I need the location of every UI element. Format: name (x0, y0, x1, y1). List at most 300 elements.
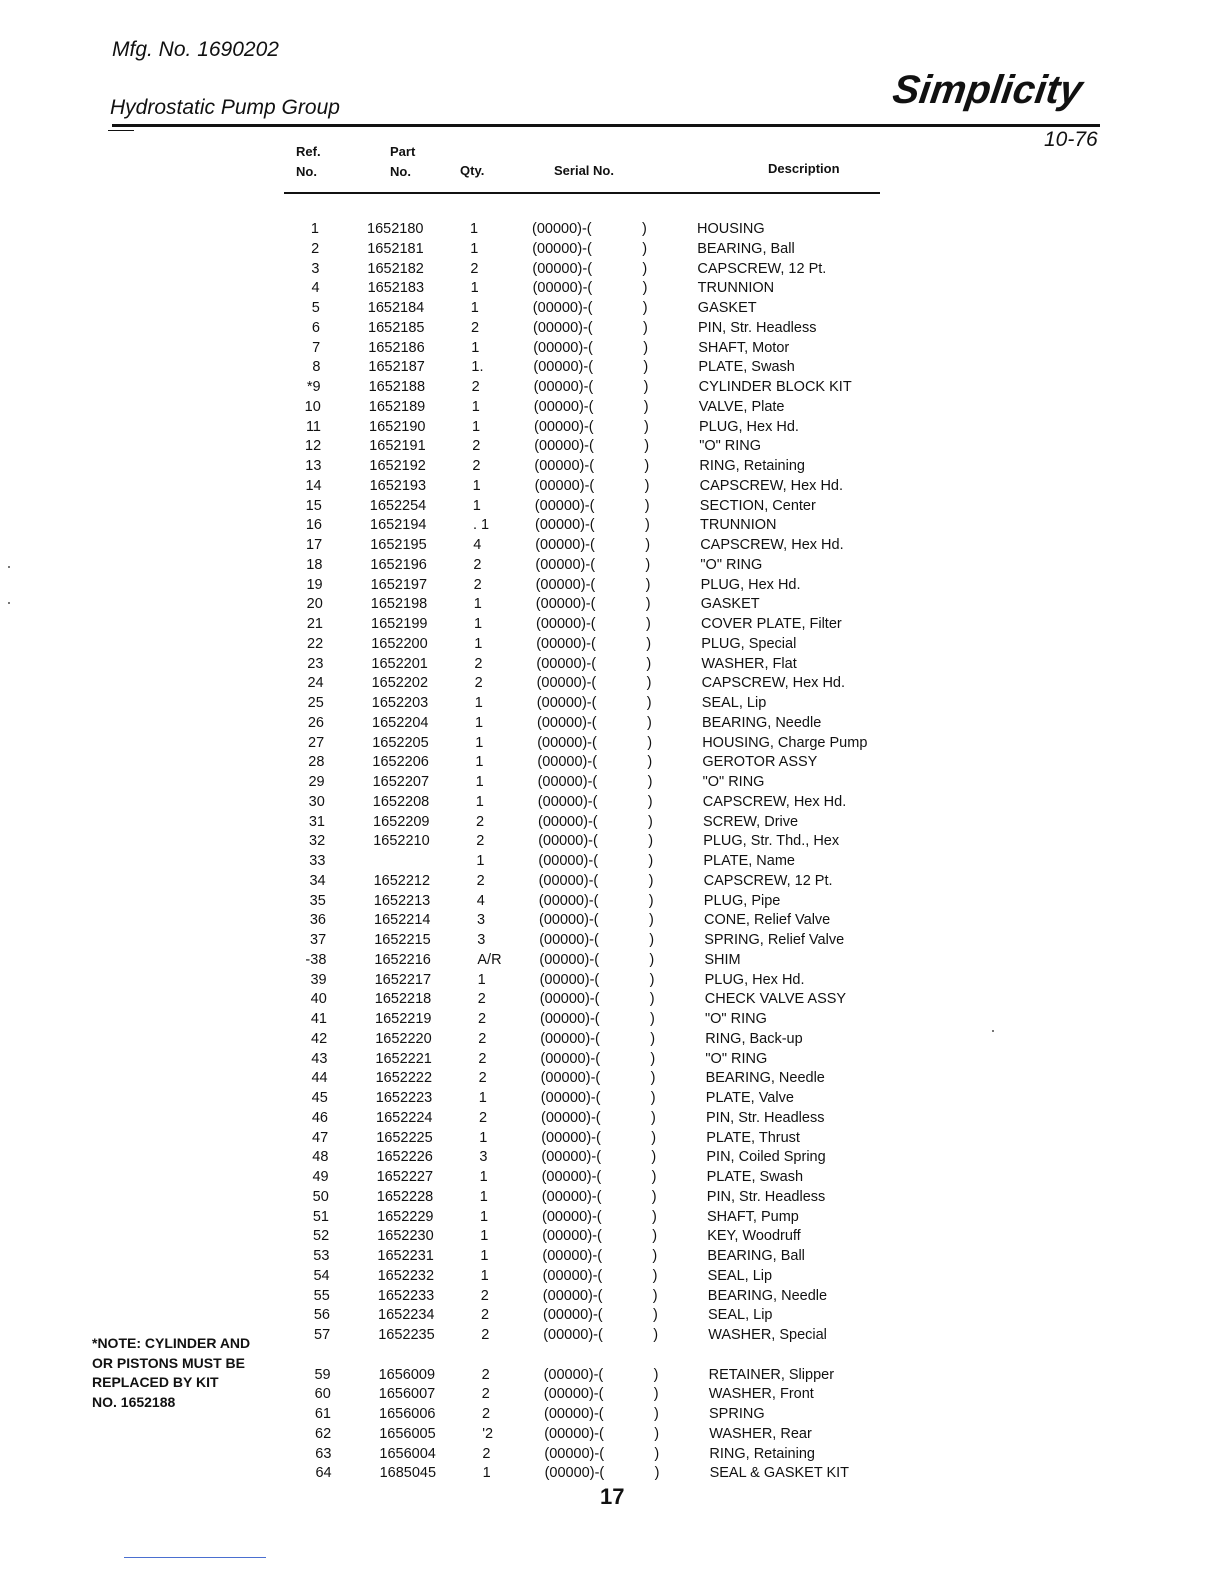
part-description: KEY, Woodruff (707, 1228, 801, 1245)
serial-number: (00000)-( (544, 1465, 605, 1482)
ref-number: 27 (308, 734, 325, 751)
note-line: OR PISTONS MUST BE (92, 1354, 245, 1371)
serial-number: (00000)-( (535, 556, 596, 573)
ref-number: 40 (310, 991, 327, 1008)
quantity: 2 (481, 1366, 490, 1383)
part-number: 1652193 (369, 477, 427, 494)
part-description: TRUNNION (697, 280, 775, 297)
part-description: HOUSING, Charge Pump (702, 734, 868, 751)
serial-bracket: ) (652, 1267, 658, 1284)
table-row (0, 219, 1224, 239)
serial-number: (00000)-( (532, 240, 592, 257)
serial-number: (00000)-( (534, 477, 595, 494)
part-number: 1652204 (372, 714, 429, 731)
part-number: 1652200 (371, 635, 428, 652)
table-row (0, 950, 1224, 970)
serial-bracket: ) (651, 1129, 657, 1146)
ref-number: 3 (311, 260, 320, 277)
serial-bracket: ) (653, 1327, 659, 1343)
ref-number: 5 (311, 300, 320, 316)
serial-bracket: ) (644, 477, 650, 494)
serial-number: (00000)-( (535, 596, 596, 613)
part-description: COVER PLATE, Filter (701, 616, 842, 632)
quantity: 1 (473, 596, 482, 613)
serial-number: (00000)-( (533, 398, 594, 415)
scan-speck (8, 566, 10, 568)
ref-number: 29 (308, 774, 325, 790)
serial-number: (00000)-( (536, 655, 597, 672)
ref-number: 26 (307, 714, 324, 731)
serial-bracket: ) (645, 537, 651, 553)
part-description: SEAL, Lip (708, 1307, 773, 1324)
part-number: 1652196 (370, 556, 427, 573)
serial-number: (00000)-( (537, 774, 598, 790)
serial-bracket: ) (652, 1228, 658, 1245)
part-number: 1652223 (375, 1090, 433, 1106)
part-number: 1652201 (371, 655, 428, 672)
serial-bracket: ) (644, 497, 650, 514)
table-row (0, 338, 1224, 358)
ref-number: 62 (315, 1425, 332, 1442)
serial-number: (00000)-( (533, 359, 594, 376)
part-description: RETAINER, Slipper (708, 1366, 835, 1383)
serial-bracket: ) (643, 379, 649, 395)
serial-bracket: ) (645, 596, 651, 613)
table-row (0, 930, 1224, 950)
ref-number: 34 (309, 872, 326, 889)
serial-number: (00000)-( (535, 576, 596, 593)
part-number: 1652191 (369, 438, 426, 455)
serial-bracket: ) (648, 833, 654, 850)
table-row (0, 1424, 1224, 1444)
part-number: 1652230 (377, 1228, 434, 1245)
serial-number: (00000)-( (535, 537, 595, 553)
ref-number: 13 (305, 458, 322, 474)
serial-bracket: ) (647, 793, 653, 810)
serial-bracket: ) (644, 418, 649, 435)
serial-bracket: ) (647, 734, 653, 751)
table-row (0, 1049, 1224, 1069)
serial-number: (00000)-( (539, 932, 599, 948)
table-row (0, 851, 1224, 871)
serial-number: (00000)-( (533, 319, 593, 336)
serial-bracket: ) (647, 774, 653, 790)
serial-number: (00000)-( (538, 853, 599, 869)
serial-bracket: ) (646, 635, 652, 652)
quantity: 2 (482, 1406, 491, 1422)
table-row (0, 357, 1224, 377)
part-number: 1656004 (379, 1445, 436, 1462)
part-number: 1652218 (374, 991, 432, 1008)
table-row (0, 1068, 1224, 1088)
quantity: 1 (475, 754, 484, 771)
table-row (0, 693, 1224, 713)
part-description: BEARING, Needle (707, 1287, 828, 1304)
serial-bracket: ) (650, 1050, 656, 1067)
ref-number: 49 (312, 1169, 329, 1185)
quantity: 1 (475, 793, 484, 810)
part-number: 1652195 (370, 537, 427, 553)
serial-bracket: ) (643, 319, 648, 336)
table-row (0, 1108, 1224, 1128)
part-description: SPRING (709, 1406, 765, 1422)
ref-number: 14 (305, 477, 322, 494)
part-number: 1652254 (369, 497, 427, 514)
table-row (0, 1088, 1224, 1108)
part-number: 1656007 (378, 1386, 436, 1403)
serial-number: (00000)-( (537, 714, 597, 731)
part-number: 1685045 (379, 1465, 437, 1482)
serial-number: (00000)-( (537, 734, 597, 751)
serial-bracket: ) (649, 991, 655, 1008)
ref-number: 7 (312, 339, 321, 356)
quantity: 1 (470, 300, 479, 316)
serial-bracket: ) (651, 1188, 657, 1205)
part-description: SHAFT, Pump (707, 1208, 799, 1225)
serial-bracket: ) (645, 517, 650, 534)
serial-bracket: ) (649, 932, 655, 948)
part-description: PIN, Coiled Spring (706, 1149, 826, 1166)
part-description: CONE, Relief Valve (704, 912, 831, 929)
part-description: PIN, Str. Headless (706, 1188, 826, 1205)
serial-bracket: ) (648, 853, 654, 869)
group-title: Hydrostatic Pump Group (110, 96, 340, 119)
serial-number: (00000)-( (534, 438, 594, 455)
serial-bracket: ) (648, 892, 654, 909)
ref-number: 1 (310, 221, 319, 237)
part-number: 1652215 (374, 932, 431, 948)
serial-bracket: ) (642, 280, 648, 297)
quantity: 1. (471, 359, 484, 376)
serial-bracket: ) (653, 1366, 659, 1383)
header-rule-thin (108, 130, 134, 131)
col-part-line2: No. (390, 164, 411, 179)
header-rule (112, 124, 1100, 127)
quantity: 2 (478, 1011, 487, 1027)
quantity: 2 (473, 556, 482, 573)
brand-logo: Simplicity (889, 68, 1086, 112)
serial-number: (00000)-( (539, 912, 599, 929)
serial-bracket: ) (644, 438, 650, 455)
part-description: SHIM (704, 951, 741, 968)
serial-number: (00000)-( (542, 1287, 603, 1304)
part-description: WASHER, Rear (709, 1425, 812, 1442)
part-number: 1652209 (373, 813, 430, 830)
table-row (0, 1463, 1224, 1483)
table-row (0, 1187, 1224, 1207)
serial-number: (00000)-( (542, 1208, 602, 1225)
ref-number: 51 (312, 1208, 329, 1225)
serial-number: (00000)-( (544, 1406, 604, 1422)
part-description: SEAL, Lip (701, 695, 767, 711)
note-line: NO. 1652188 (92, 1393, 176, 1410)
ref-number: 24 (307, 675, 324, 692)
part-number: 1652221 (375, 1050, 432, 1067)
ref-number: 60 (314, 1386, 331, 1403)
ref-number: -38 (305, 951, 327, 968)
quantity: 1 (474, 616, 483, 632)
serial-number: (00000)-( (540, 1070, 601, 1087)
kit-note (92, 1334, 312, 1412)
quantity: 1 (480, 1208, 489, 1225)
ref-number: 55 (313, 1287, 330, 1304)
scan-speck (992, 1030, 994, 1032)
ref-number: 2 (311, 240, 320, 257)
ref-number: 57 (314, 1327, 331, 1343)
part-number: 1652217 (374, 971, 432, 988)
table-row (0, 436, 1224, 456)
table-row (0, 654, 1224, 674)
quantity: 2 (482, 1445, 491, 1462)
part-number: 1652207 (372, 774, 430, 790)
table-row (0, 891, 1224, 911)
table-row (0, 1226, 1224, 1246)
quantity: 1 (480, 1248, 489, 1264)
table-row (0, 515, 1224, 535)
serial-number: (00000)-( (532, 280, 593, 297)
part-description: RING, Retaining (709, 1445, 815, 1462)
part-description: BEARING, Ball (697, 240, 795, 257)
part-description: PLUG, Special (701, 635, 797, 652)
part-description: GASKET (697, 300, 757, 316)
ref-number: 61 (314, 1406, 331, 1422)
part-number: 1652214 (374, 912, 431, 929)
table-row (0, 910, 1224, 930)
mfg-number: Mfg. No. 1690202 (112, 38, 279, 61)
serial-number: (00000)-( (536, 635, 596, 652)
part-number: 1652202 (371, 675, 429, 692)
quantity: . 1 (473, 517, 490, 534)
ref-number: 18 (306, 556, 323, 573)
part-description: TRUNNION (700, 517, 777, 534)
part-number: 1652203 (371, 695, 429, 711)
quantity: 2 (476, 833, 485, 850)
table-row (0, 1167, 1224, 1187)
part-description: CAPSCREW, 12 Pt. (697, 260, 827, 277)
part-description: "O" RING (700, 556, 763, 573)
ref-number: 45 (311, 1090, 328, 1106)
quantity: 1 (470, 240, 479, 257)
part-description: CAPSCREW, Hex Hd. (702, 793, 847, 810)
part-description: CHECK VALVE ASSY (704, 991, 847, 1008)
serial-bracket: ) (652, 1208, 657, 1225)
part-number: 1652216 (374, 951, 431, 968)
serial-bracket: ) (653, 1386, 659, 1403)
part-description: WASHER, Flat (701, 655, 797, 672)
serial-bracket: ) (642, 260, 648, 277)
quantity: 2 (474, 655, 483, 672)
serial-number: (00000)-( (534, 497, 595, 514)
part-number: 1652183 (367, 280, 425, 297)
part-number: 1652190 (369, 418, 426, 435)
serial-bracket: ) (654, 1406, 659, 1422)
quantity: 1 (474, 695, 483, 711)
serial-bracket: ) (651, 1109, 656, 1126)
part-number: 1652225 (376, 1129, 433, 1146)
serial-bracket: ) (648, 872, 654, 889)
quantity: 1 (475, 774, 484, 790)
quantity: 1 (476, 853, 485, 869)
serial-number: (00000)-( (538, 833, 598, 850)
part-description: PLUG, Hex Hd. (700, 576, 801, 593)
serial-number: (00000)-( (542, 1267, 603, 1284)
part-number: 1652222 (375, 1070, 433, 1087)
table-row (0, 634, 1224, 654)
serial-bracket: ) (649, 912, 654, 929)
ref-number: 12 (305, 438, 322, 455)
part-number: 1652180 (367, 221, 424, 237)
quantity: 1 (472, 477, 481, 494)
quantity: 1 (482, 1465, 491, 1482)
part-number: 1652208 (372, 793, 430, 810)
serial-number: (00000)-( (536, 675, 597, 692)
table-row (0, 535, 1224, 555)
page-number: 17 (600, 1484, 625, 1509)
table-row (0, 575, 1224, 595)
column-header-rule (284, 192, 880, 194)
table-row (0, 989, 1224, 1009)
serial-number: (00000)-( (532, 300, 593, 316)
serial-number: (00000)-( (543, 1307, 603, 1324)
serial-bracket: ) (649, 951, 655, 968)
col-ref-line1: Ref. (296, 144, 321, 159)
serial-bracket: ) (646, 675, 652, 692)
ref-number: 20 (306, 596, 323, 613)
quantity: 1 (471, 339, 480, 356)
serial-bracket: ) (644, 458, 650, 474)
serial-number: (00000)-( (539, 951, 600, 968)
quantity: 2 (478, 1030, 487, 1047)
col-serial-header: Serial No. (554, 163, 614, 178)
table-row (0, 733, 1224, 753)
part-description: RING, Retaining (699, 458, 805, 474)
quantity: 2 (472, 458, 481, 474)
part-description: CAPSCREW, 12 Pt. (703, 872, 833, 889)
note-line: *NOTE: CYLINDER AND (92, 1335, 251, 1351)
serial-number: (00000)-( (544, 1445, 605, 1462)
part-description: PLATE, Swash (698, 359, 795, 376)
table-row (0, 397, 1224, 417)
ref-number: 25 (307, 695, 324, 711)
ref-number: 21 (306, 616, 323, 632)
bottom-link-line (124, 1557, 266, 1558)
quantity: 2 (474, 675, 483, 692)
part-number: 1652186 (368, 339, 425, 356)
part-description: PLATE, Name (703, 853, 795, 869)
table-row (0, 772, 1224, 792)
serial-bracket: ) (653, 1307, 658, 1324)
table-row (0, 812, 1224, 832)
part-number: 1652212 (373, 872, 431, 889)
part-number: 1652233 (377, 1287, 435, 1304)
serial-number: (00000)-( (540, 1090, 601, 1106)
ref-number: 37 (310, 932, 327, 948)
quantity: 1 (472, 497, 481, 514)
table-row (0, 792, 1224, 812)
ref-number: 36 (309, 912, 326, 929)
table-row (0, 496, 1224, 516)
serial-bracket: ) (643, 398, 649, 415)
serial-bracket: ) (652, 1287, 658, 1304)
table-row (0, 417, 1224, 437)
ref-number: 6 (311, 319, 320, 336)
part-description: PLATE, Swash (706, 1169, 804, 1185)
quantity: 2 (481, 1327, 490, 1343)
part-description: SHAFT, Motor (698, 339, 790, 356)
ref-number: 53 (313, 1248, 330, 1264)
serial-number: (00000)-( (541, 1109, 601, 1126)
table-row (0, 594, 1224, 614)
table-row (0, 476, 1224, 496)
table-row (0, 298, 1224, 318)
scan-speck (8, 602, 10, 604)
table-row (0, 831, 1224, 851)
quantity: A/R (477, 951, 502, 968)
part-number: 1652206 (372, 754, 429, 771)
part-description: BEARING, Ball (707, 1248, 805, 1264)
part-description: GEROTOR ASSY (702, 754, 818, 771)
ref-number: 47 (312, 1129, 329, 1146)
part-number: 1652197 (370, 576, 428, 593)
table-row (0, 278, 1224, 298)
part-description: "O" RING (699, 438, 762, 455)
quantity: 1 (480, 1267, 489, 1284)
serial-number: (00000)-( (536, 695, 597, 711)
quantity: 3 (477, 932, 486, 948)
serial-number: (00000)-( (542, 1228, 602, 1245)
serial-number: (00000)-( (538, 892, 599, 909)
part-number: 1652184 (367, 300, 425, 316)
quantity: 1 (470, 221, 479, 237)
part-description: CAPSCREW, Hex Hd. (700, 537, 844, 553)
part-description: CAPSCREW, Hex Hd. (701, 675, 846, 692)
ref-number: 8 (312, 359, 321, 376)
part-number: 1652228 (376, 1188, 434, 1205)
ref-number: 50 (312, 1188, 329, 1205)
table-row (0, 970, 1224, 990)
part-number: 1652234 (378, 1307, 435, 1324)
ref-number: 39 (310, 971, 327, 988)
part-description: CYLINDER BLOCK KIT (698, 379, 852, 395)
note-line: REPLACED BY KIT (92, 1374, 219, 1390)
serial-bracket: ) (652, 1248, 658, 1264)
quantity: 1 (479, 1188, 488, 1205)
serial-number: (00000)-( (541, 1129, 601, 1146)
quantity: 1 (472, 418, 481, 435)
col-part-line1: Part (390, 144, 416, 159)
part-description: SECTION, Center (699, 497, 816, 514)
quantity: '2 (482, 1425, 494, 1442)
part-description: PIN, Str. Headless (698, 319, 817, 336)
table-row (0, 318, 1224, 338)
table-row (0, 1009, 1224, 1029)
ref-number: 17 (306, 537, 323, 553)
quantity: 1 (474, 635, 483, 652)
ref-number: 35 (309, 892, 326, 909)
ref-number: 32 (309, 833, 326, 850)
table-row (0, 1029, 1224, 1049)
part-description: VALVE, Plate (698, 398, 785, 415)
table-row (0, 456, 1224, 476)
quantity: 1 (478, 1090, 487, 1106)
serial-number: (00000)-( (542, 1248, 603, 1264)
part-description: BEARING, Needle (702, 714, 822, 731)
serial-bracket: ) (646, 655, 652, 672)
part-number: 1652227 (376, 1169, 434, 1185)
part-description: SPRING, Relief Valve (704, 932, 845, 948)
ref-number: 41 (310, 1011, 327, 1027)
part-number: 1652229 (377, 1208, 434, 1225)
